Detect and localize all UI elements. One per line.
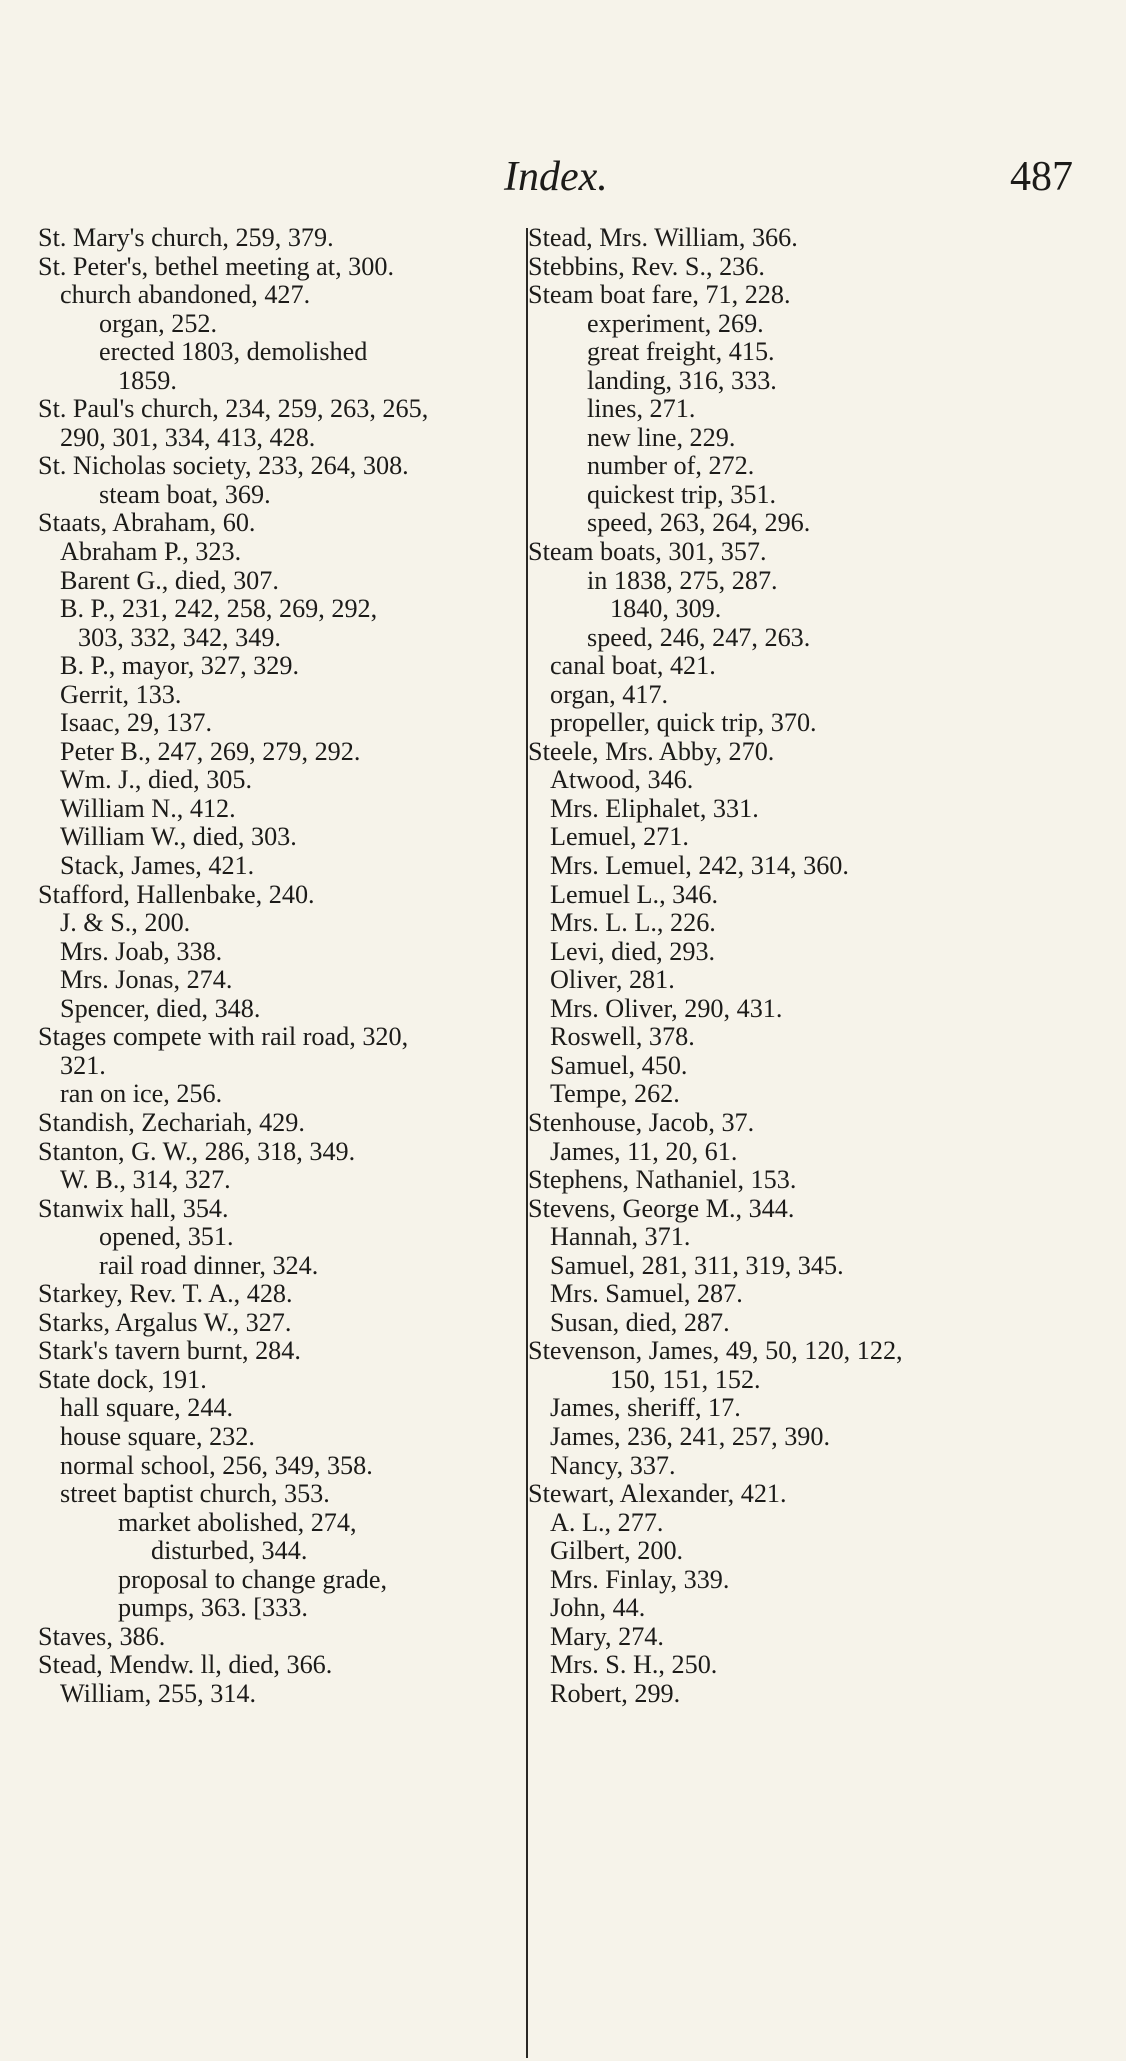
index-entry: Hannah, 371. <box>550 1222 691 1252</box>
index-entry: Stanton, G. W., 286, 318, 349. <box>38 1136 356 1166</box>
index-entry: W. B., 314, 327. <box>60 1165 231 1195</box>
index-entry: John, 44. <box>550 1593 646 1623</box>
index-entry: propeller, quick trip, 370. <box>550 708 817 738</box>
index-entry: new line, 229. <box>587 422 736 452</box>
index-entry: Lemuel, 271. <box>550 822 689 852</box>
index-entry: Stages compete with rail road, 320, <box>38 1022 409 1052</box>
index-entry: Mrs. S. H., 250. <box>550 1650 718 1680</box>
index-entry: Standish, Zechariah, 429. <box>38 1107 305 1137</box>
index-entry: Staats, Abraham, 60. <box>38 508 256 538</box>
index-entry: canal boat, 421. <box>550 651 716 681</box>
index-entry: Mrs. Oliver, 290, 431. <box>550 993 783 1023</box>
index-entry: speed, 263, 264, 296. <box>587 508 811 538</box>
index-entry: James, 11, 20, 61. <box>550 1136 738 1166</box>
index-entry: William W., died, 303. <box>60 822 297 852</box>
index-entry: Mrs. Jonas, 274. <box>60 965 233 995</box>
index-entry: Starks, Argalus W., 327. <box>38 1307 292 1337</box>
index-entry: great freight, 415. <box>587 337 775 367</box>
index-entry: quickest trip, 351. <box>587 479 777 509</box>
index-entry: Mrs. L. L., 226. <box>550 908 716 938</box>
index-entry: J. & S., 200. <box>60 908 191 938</box>
index-entry: organ, 417. <box>550 679 669 709</box>
index-entry: Samuel, 450. <box>550 1050 688 1080</box>
index-entry: Samuel, 281, 311, 319, 345. <box>550 1250 844 1280</box>
index-entry: Atwood, 346. <box>550 765 694 795</box>
index-entry: Stanwix hall, 354. <box>38 1193 229 1223</box>
index-entry: ran on ice, 256. <box>60 1079 223 1109</box>
index-entry: normal school, 256, 349, 358. <box>60 1450 373 1480</box>
index-entry: Mrs. Joab, 338. <box>60 936 223 966</box>
index-entry: Stenhouse, Jacob, 37. <box>528 1107 755 1137</box>
index-entry: St. Mary's church, 259, 379. <box>38 223 334 252</box>
index-entry: Mrs. Lemuel, 242, 314, 360. <box>550 851 849 881</box>
index-entry: Mrs. Samuel, 287. <box>550 1279 743 1309</box>
index-entry: organ, 252. <box>99 308 218 338</box>
index-entry: 1840, 309. <box>610 594 722 624</box>
index-entry: church abandoned, 427. <box>60 280 311 310</box>
index-entry: Stack, James, 421. <box>60 851 255 881</box>
index-entry: Tempe, 262. <box>550 1079 680 1109</box>
index-entry: lines, 271. <box>587 394 696 424</box>
index-entry: speed, 246, 247, 263. <box>587 622 811 652</box>
index-entry: Mary, 274. <box>550 1621 664 1651</box>
index-entry: 290, 301, 334, 413, 428. <box>60 422 316 452</box>
index-entry: Stead, Mendw. ll, died, 366. <box>38 1650 333 1680</box>
index-entry: Mrs. Eliphalet, 331. <box>550 793 759 823</box>
index-entry: Stebbins, Rev. S., 236. <box>528 251 765 281</box>
index-entry: Roswell, 378. <box>550 1022 695 1052</box>
index-entry: Steam boat fare, 71, 228. <box>528 280 791 310</box>
index-entry: Oliver, 281. <box>550 965 675 995</box>
index-entry: disturbed, 344. <box>151 1536 308 1566</box>
index-entry: proposal to change grade, <box>118 1564 388 1594</box>
index-entry: Starkey, Rev. T. A., 428. <box>38 1279 293 1309</box>
index-entry: Lemuel L., 346. <box>550 879 718 909</box>
index-entry: B. P., 231, 242, 258, 269, 292, <box>60 594 378 624</box>
index-entry: Steam boats, 301, 357. <box>528 537 767 567</box>
index-entry: street baptist church, 353. <box>60 1479 330 1509</box>
index-entry: State dock, 191. <box>38 1364 207 1394</box>
index-entry: Barent G., died, 307. <box>60 565 279 595</box>
index-entry: 303, 332, 342, 349. <box>78 622 281 652</box>
index-entry: William N., 412. <box>60 793 236 823</box>
index-entry: James, sheriff, 17. <box>550 1393 741 1423</box>
index-entry: number of, 272. <box>587 451 755 481</box>
index-entry: Mrs. Finlay, 339. <box>550 1564 730 1594</box>
index-entry: 1859. <box>118 365 177 395</box>
index-column-left <box>38 224 525 1708</box>
index-entry: house square, 232. <box>60 1421 255 1451</box>
index-entry: St. Nicholas society, 233, 264, 308. <box>38 451 409 481</box>
index-entry: Stewart, Alexander, 421. <box>528 1479 787 1509</box>
index-entry: Stark's tavern burnt, 284. <box>38 1336 301 1366</box>
index-entry: James, 236, 241, 257, 390. <box>550 1421 831 1451</box>
index-entry: Staves, 386. <box>38 1621 166 1651</box>
page-title: Index. <box>504 154 608 200</box>
index-entry: Spencer, died, 348. <box>60 993 261 1023</box>
index-entry: Stevenson, James, 49, 50, 120, 122, <box>528 1336 903 1366</box>
index-entry: Stephens, Nathaniel, 153. <box>528 1165 797 1195</box>
index-entry: hall square, 244. <box>60 1393 234 1423</box>
index-entry: opened, 351. <box>99 1222 234 1252</box>
index-entry: market abolished, 274, <box>118 1507 357 1537</box>
index-entry: Steele, Mrs. Abby, 270. <box>528 736 775 766</box>
index-entry: Levi, died, 293. <box>550 936 716 966</box>
index-entry: experiment, 269. <box>587 308 764 338</box>
index-entry: 150, 151, 152. <box>610 1364 761 1394</box>
index-entry: erected 1803, demolished <box>99 337 368 367</box>
index-entry: Gerrit, 133. <box>60 679 182 709</box>
index-entry: 321. <box>60 1050 106 1080</box>
index-entry: Isaac, 29, 137. <box>60 708 212 738</box>
index-entry: Susan, died, 287. <box>550 1307 730 1337</box>
index-entry: Wm. J., died, 305. <box>60 765 253 795</box>
page-number: 487 <box>1010 154 1073 200</box>
index-entry: Stead, Mrs. William, 366. <box>528 223 798 252</box>
index-entry: A. L., 277. <box>550 1507 664 1537</box>
index-entry: Stafford, Hallenbake, 240. <box>38 879 315 909</box>
index-entry: Nancy, 337. <box>550 1450 676 1480</box>
index-entry: steam boat, 369. <box>99 479 271 509</box>
index-column-right <box>528 224 1098 1708</box>
index-entry: rail road dinner, 324. <box>99 1250 319 1280</box>
index-entry: B. P., mayor, 327, 329. <box>60 651 300 681</box>
index-entry: Stevens, George M., 344. <box>528 1193 795 1223</box>
index-entry: Robert, 299. <box>550 1678 681 1708</box>
index-entry: Peter B., 247, 269, 279, 292. <box>60 736 361 766</box>
index-entry: in 1838, 275, 287. <box>587 565 778 595</box>
index-entry: pumps, 363. [333. <box>118 1593 308 1623</box>
index-entry: Abraham P., 323. <box>60 537 242 567</box>
index-entry: William, 255, 314. <box>60 1678 257 1708</box>
index-entry: St. Peter's, bethel meeting at, 300. <box>38 251 394 281</box>
index-entry: Gilbert, 200. <box>550 1536 684 1566</box>
index-entry: St. Paul's church, 234, 259, 263, 265, <box>38 394 429 424</box>
index-entry: landing, 316, 333. <box>587 365 777 395</box>
